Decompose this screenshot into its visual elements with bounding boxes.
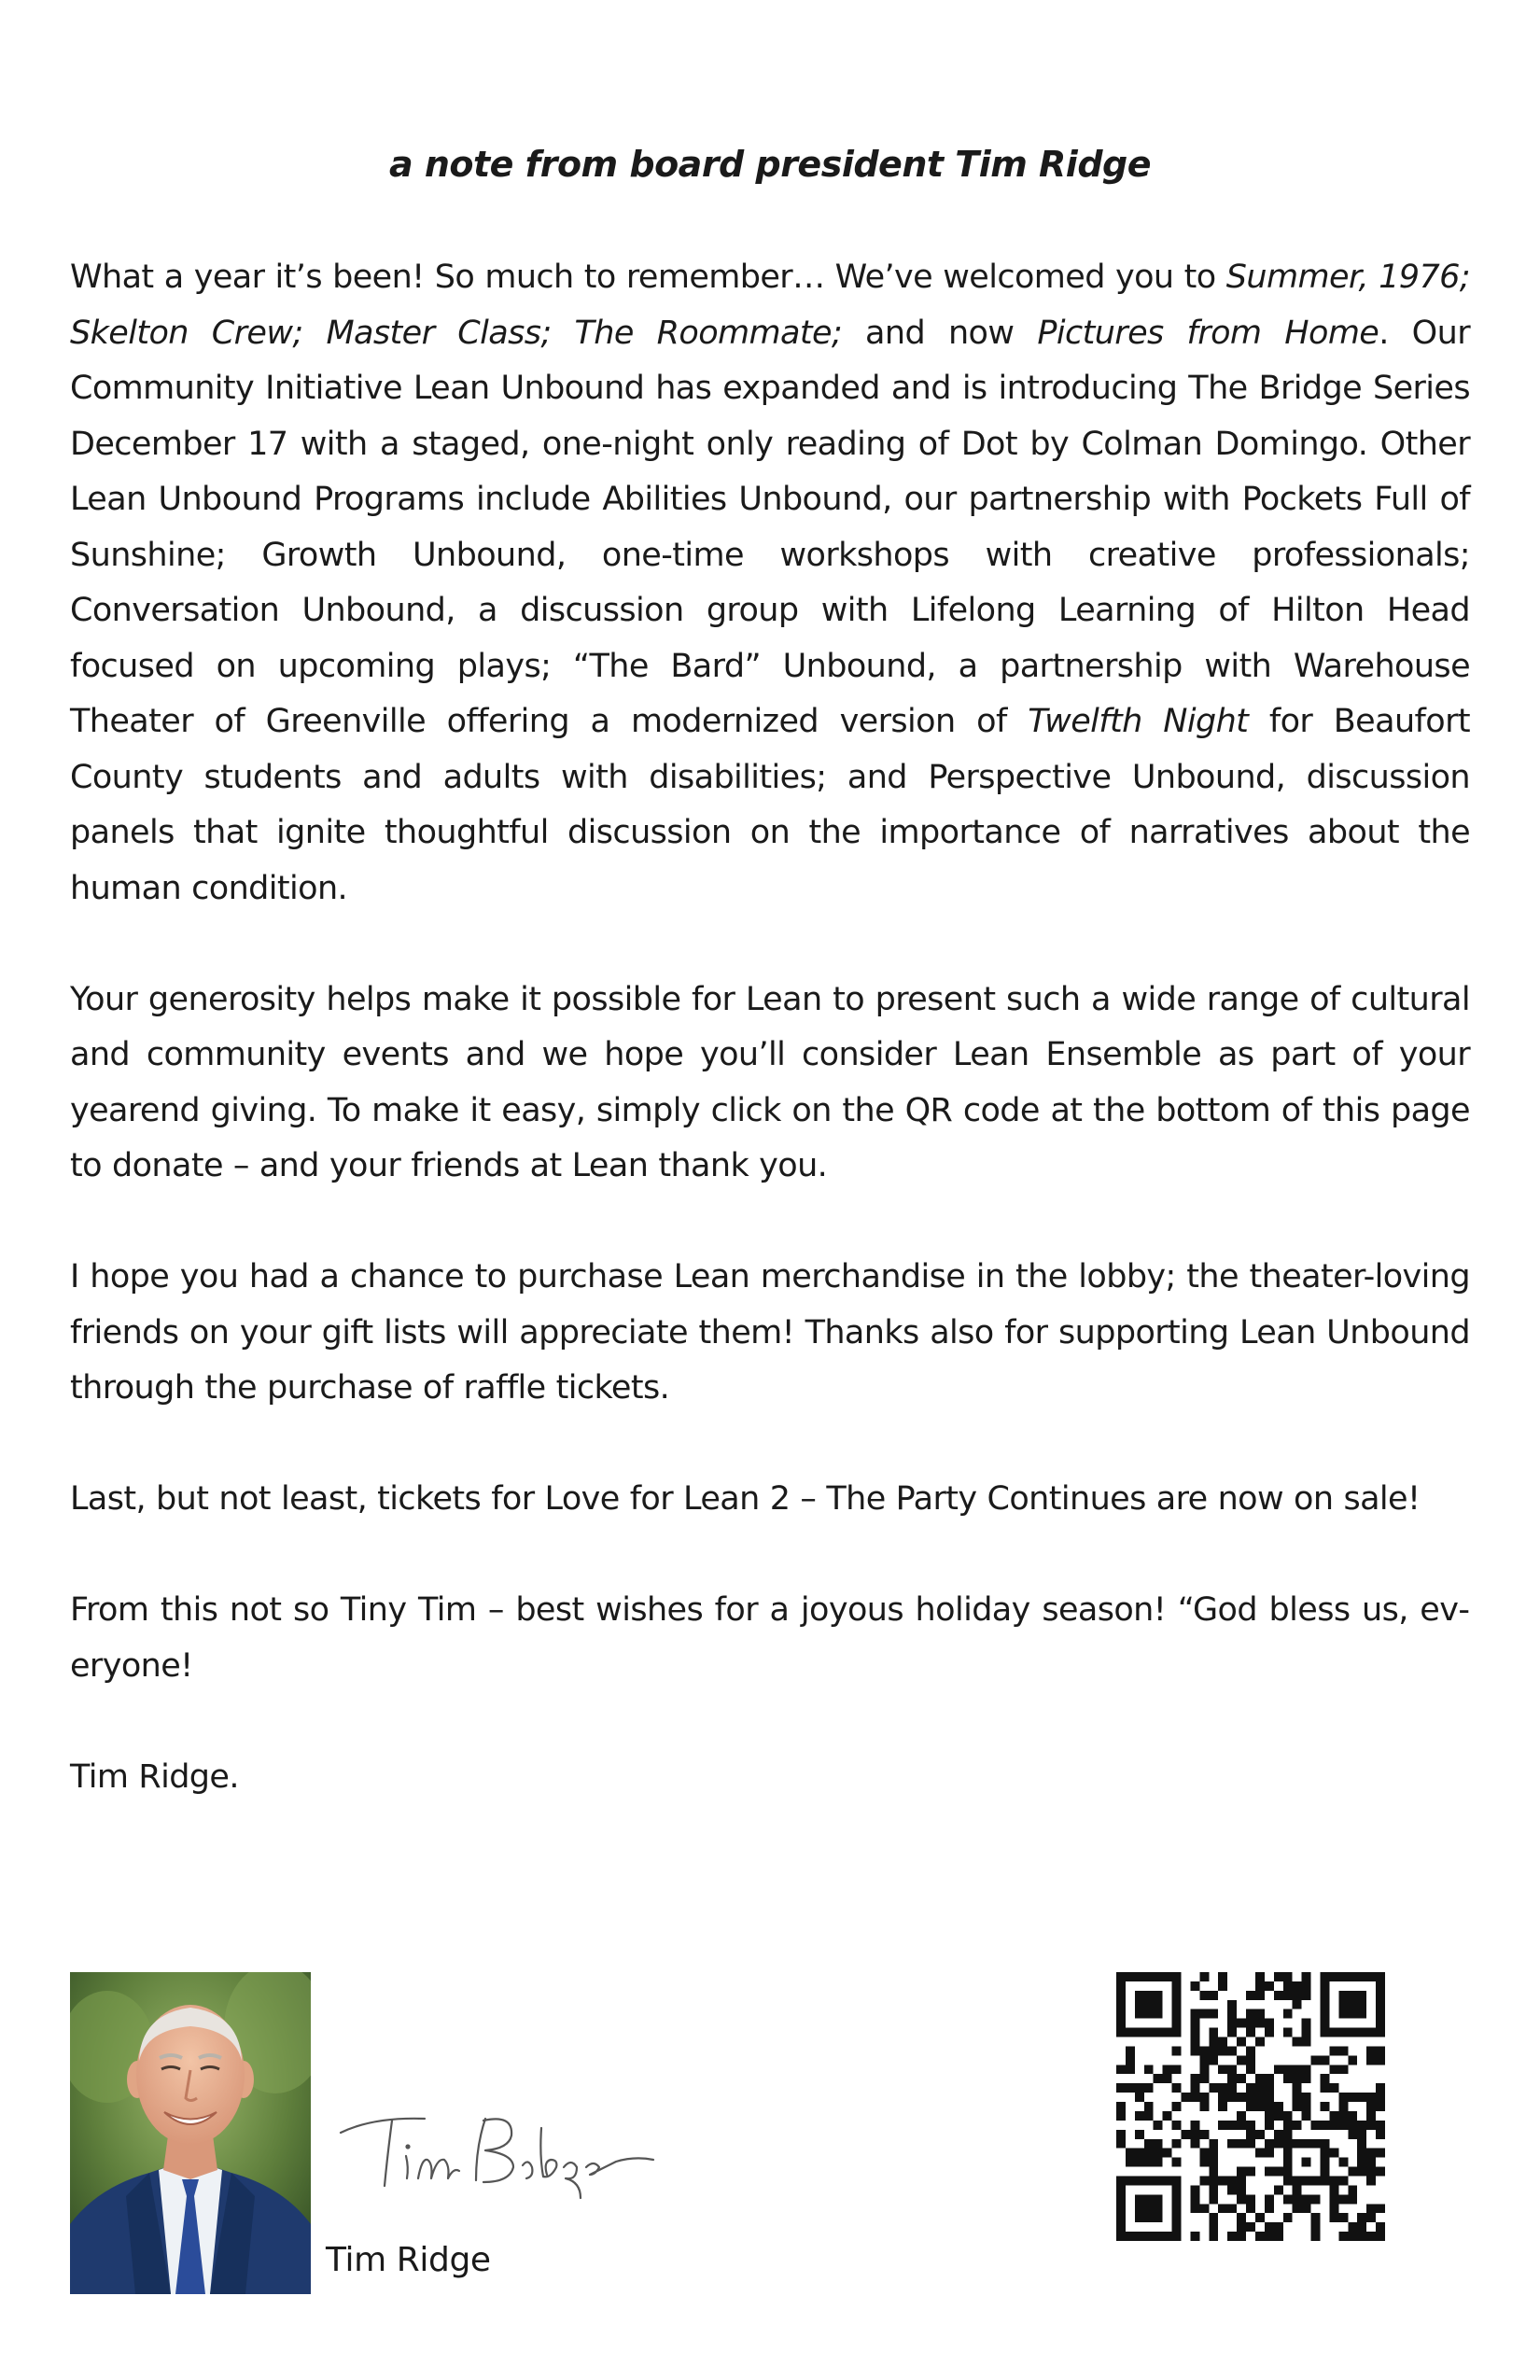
paragraph-giving: Your generosity helps make it possible for Lean to present such a wide range of cultural and community events and we hope you’ll consider Lean Ensemble as part of your yearend giving. To make it easy, simply click on the QR code at the bottom of this page to donate – and your friends at Lean thank you. xyxy=(70,980,1470,1184)
show-titles: Summer, 1976; Skelton Crew; Master Class; The Roommate; xyxy=(70,259,1470,352)
paragraph-holiday-wishes: From this not so Tiny Tim – best wishes for a joyous holiday season! “God bless us, everyone! xyxy=(70,1591,1470,1685)
letter-heading: a note from board president Tim Ridge xyxy=(388,144,1152,185)
portrait-photo-icon xyxy=(70,1972,311,2294)
paragraph-signoff: Tim Ridge. xyxy=(70,1757,239,1796)
text-run: What a year it’s been! So much to remember… We’ve welcomed you to xyxy=(70,259,1226,296)
paragraph-season-recap xyxy=(70,250,1470,917)
text-run: for Beaufort County students and adults with disabilities; and Perspective Unbound, discussion panels that ignite thoughtful discussion on the importance of narratives about the human condition. xyxy=(70,703,1470,907)
text-run: and now xyxy=(842,314,1038,352)
text-run: . Our Community Initiative Lean Unbound has expanded and is introducing The Bridge Series December 17 with a staged, one-night only reading of Dot by Colman Domingo. Other Lean Unbound Programs include Abilities Unbound, our partnership with Pockets Full of Sunshine; Growth Unbound, one-time workshops with creative professionals; Conversation Unbound, a discussion group with Lifelong Learning of Hilton Head focused on upcoming plays; “The Bard” Unbound, a partnership with Warehouse Theater of Greenville offering a modernized version of xyxy=(70,314,1471,740)
signature-caption: Tim Ridge xyxy=(326,2241,491,2279)
letter-body xyxy=(70,250,1470,1805)
qr-code-icon[interactable] xyxy=(1116,1972,1385,2241)
paragraph-merchandise: I hope you had a chance to purchase Lean merchandise in the lobby; the theater-loving friends on your gift lists will appreciate them! Thanks also for supporting Lean Unbound through the purchase of raffle tickets. xyxy=(70,1258,1470,1407)
show-title-twelfth-night: Twelfth Night xyxy=(1028,703,1249,740)
signature-scrawl-icon xyxy=(336,2081,663,2203)
show-title-current: Pictures from Home xyxy=(1037,314,1379,352)
paragraph-tickets: Last, but not least, tickets for Love for Lean 2 – The Party Continues are now on sale! xyxy=(70,1480,1421,1518)
